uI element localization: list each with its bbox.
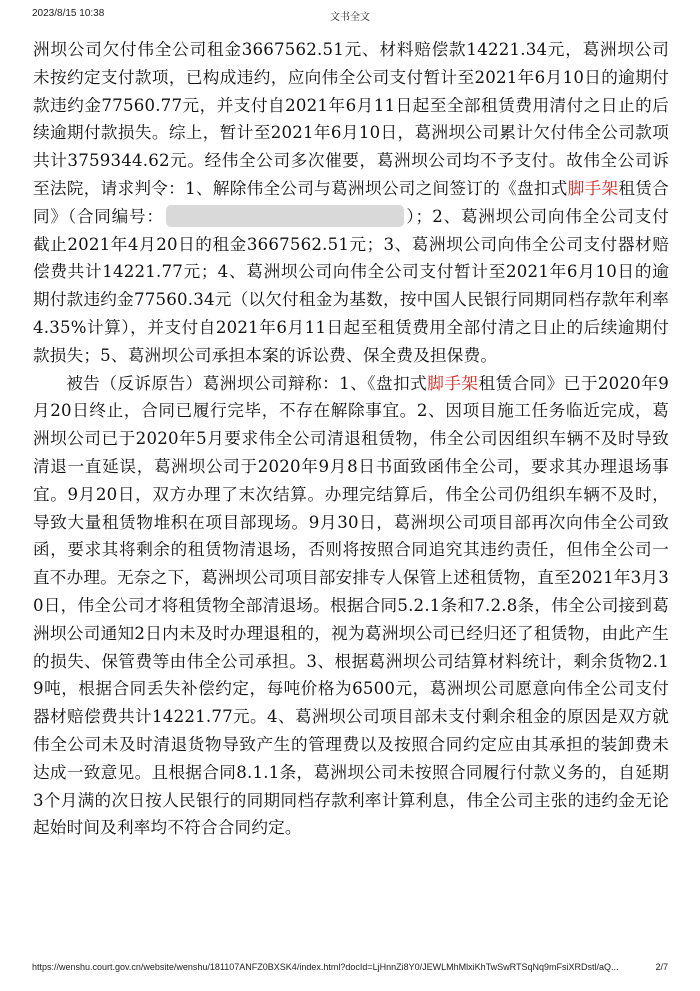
document-body bbox=[33, 36, 669, 842]
highlighted-keyword: 脚手架 bbox=[427, 373, 479, 393]
print-header bbox=[0, 8, 700, 26]
text-segment: 被告（反诉原告）葛洲坝公司辩称：1、《盘扣式 bbox=[66, 373, 428, 393]
paragraph-plaintiff-claims bbox=[33, 36, 669, 370]
print-datetime: 2023/8/15 10:38 bbox=[32, 8, 105, 19]
page-url: https://wenshu.court.gov.cn/website/wenshu/181107ANFZ0BXSK4/index.html?docId=LjHnnZi8Y0/JEWLMhMlxiKhTwSwRTSqNq9mFsiXRDstl/aQ... bbox=[32, 962, 619, 972]
text-segment: ）；2、葛洲坝公司向伟全公司支付截止2021年4月20日的租金3667562.51元；3、葛洲坝公司向伟全公司支付器材赔偿费共计14221.77元；4、葛洲坝公司向伟全公司支付暂计至2021年6月10日的逾期付款违约金77560.34元（以欠付租金为基数，按中国人民银行同期同档存款年利率4.35%计算），并支付自2021年6月11日起至租赁费用全部付清之日止的后续逾期付款损失；5、葛洲坝公司承担本案的诉讼费、保全费及担保费。 bbox=[33, 206, 669, 365]
text-segment: 洲坝公司欠付伟全公司租金3667562.51元、材料赔偿款14221.34元，葛洲坝公司未按约定支付款项，已构成违约，应向伟全公司支付暂计至2021年6月10日的逾期付款违约金77560.77元，并支付自2021年6月11日起至全部租赁费用清付之日止的后续逾期付款损失。综上，暂计至2021年6月10日，葛洲坝公司累计欠付伟全公司款项共计3759344.62元。经伟全公司多次催要，葛洲坝公司均不予支付。故伟全公司诉至法院，请求判令：1、解除伟全公司与葛洲坝公司之间签订的《盘扣式 bbox=[33, 40, 669, 198]
text-segment: 租赁合同》（合同编号： bbox=[33, 178, 669, 226]
print-title: 文书全文 bbox=[330, 12, 370, 23]
redacted-contract-number bbox=[166, 205, 404, 227]
text-segment: 租赁合同》已于2020年9月20日终止，合同已履行完毕，不存在解除事宜。2、因项目施工任务临近完成，葛洲坝公司已于2020年5月要求伟全公司清退租赁物，伟全公司因组织车辆不及时导致清退一直延误，葛洲坝公司于2020年9月8日书面致函伟全公司，要求其办理退场事宜。9月20日，双方办理了末次结算。办理完结算后，伟全公司仍组织车辆不及时，导致大量租赁物堆积在项目部现场。9月30日，葛洲坝公司项目部再次向伟全公司致函，要求其将剩余的租赁物清退场，否则将按照合同追究其违约责任，但伟全公司一直不办理。无奈之下，葛洲坝公司项目部安排专人保管上述租赁物，直至2021年3月30日，伟全公司才将租赁物全部清退场。根据合同5.2.1条和7.2.8条，伟全公司接到葛洲坝公司通知2日内未及时办理退租的，视为葛洲坝公司已经归还了租赁物，由此产生的损失、保管费等由伟全公司承担。3、根据葛洲坝公司结算材料统计，剩余货物2.19吨，根据合同丢失补偿约定，每吨价格为6500元，葛洲坝公司愿意向伟全公司支付器材赔偿费共计14221.77元。4、葛洲坝公司项目部未支付剩余租金的原因是双方就伟全公司未及时清退货物导致产生的管理费以及按照合同约定应由其承担的装卸费未达成一致意见。且根据合同8.1.1条，葛洲坝公司未按照合同履行付款义务的，自延期3个月满的次日按人民银行的同期同档存款利率计算利息，伟全公司主张的违约金无论起始时间及利率均不符合合同约定。 bbox=[33, 373, 670, 838]
paragraph-defendant-defense bbox=[33, 370, 669, 843]
print-footer bbox=[0, 962, 700, 978]
highlighted-keyword: 脚手架 bbox=[567, 178, 619, 198]
page-number: 2/7 bbox=[655, 962, 668, 972]
